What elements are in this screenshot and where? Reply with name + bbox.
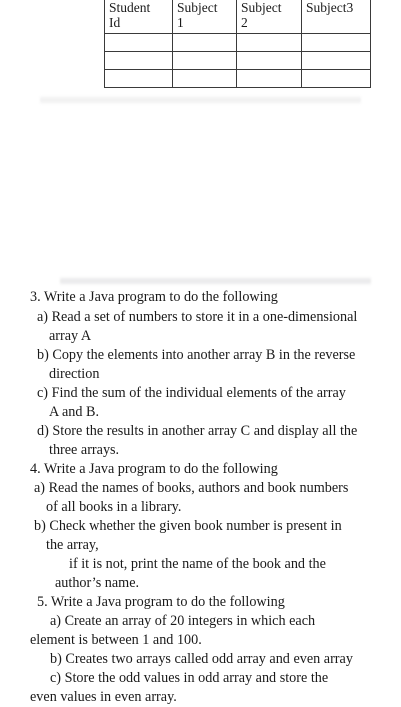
q4-a-line2: of all books in a library. [46,499,182,515]
header-student-id: Student Id [105,0,173,34]
header-subject-3: Subject3 [302,0,371,34]
q3-c-line2: A and B. [49,404,100,420]
header-subject-1: Subject 1 [173,0,237,34]
q5-a-line2: element is between 1 and 100. [30,632,202,648]
q5-heading: 5. Write a Java program to do the following [37,594,285,610]
q5-c-line1: c) Store the odd values in odd array and store the [50,670,329,686]
q3-b-line2: direction [49,366,100,382]
q5-c-line2: even values in even array. [30,689,177,705]
q4-b-line3: if it is not, print the name of the book and the [69,556,326,572]
q3-heading: 3. Write a Java program to do the following [30,289,278,305]
q4-b-line2: the array, [46,537,99,553]
header-subject-2: Subject 2 [237,0,302,34]
q3-d-line1: d) Store the results in another array C and display all the [37,423,358,439]
q5-b-line1: b) Creates two arrays called odd array and even array [50,651,353,667]
table-row [105,52,371,70]
q5-a-line1: a) Create an array of 20 integers in which each [50,613,316,629]
q3-d-line2: three arrays. [49,442,120,458]
q4-a-line1: a) Read the names of books, authors and book numbers [34,480,349,496]
q3-a-line2: array A [49,328,92,344]
q3-a-line1: a) Read a set of numbers to store it in a one-dimensional [37,309,358,325]
q3-c-line1: c) Find the sum of the individual elements of the array [37,385,346,401]
q4-b-line1: b) Check whether the given book number is present in [34,518,342,534]
subject-table [104,0,371,88]
q4-b-line4: author’s name. [55,575,140,591]
scan-artifact [60,276,371,286]
q4-heading: 4. Write a Java program to do the following [30,461,278,477]
scan-artifact [40,95,361,105]
q3-b-line1: b) Copy the elements into another array B in the reverse [37,347,356,363]
table-row [105,70,371,88]
table-row [105,34,371,52]
table-header-row [105,0,371,34]
